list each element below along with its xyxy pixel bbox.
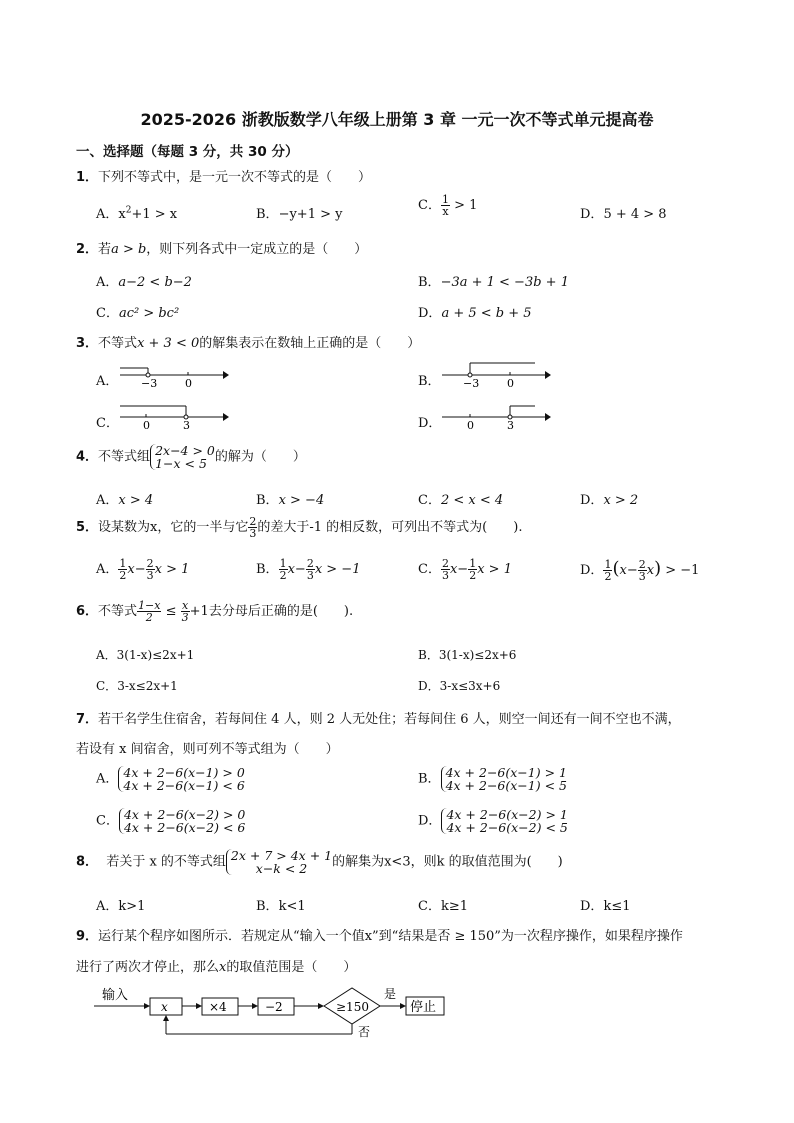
tick-label: 0	[507, 377, 514, 390]
q4-option-a[interactable]	[96, 489, 153, 508]
option-label: C．	[96, 679, 118, 693]
svg-text:≥150: ≥150	[336, 1000, 369, 1014]
question-number: 5．	[76, 520, 99, 535]
inequality-system: 4x + 2−6(x−1) > 0 4x + 2−6(x−1) < 6	[118, 766, 244, 792]
option-label: B．	[418, 771, 441, 787]
option-label: C．	[96, 813, 119, 829]
q2-option-b[interactable]	[418, 271, 569, 290]
option-label: A．	[96, 493, 119, 508]
question-text: 不等式组	[98, 449, 151, 465]
q8-option-a[interactable]	[96, 895, 145, 914]
question-7-stem-line2: 若设有 x 间宿舍，则可列不等式组为（ ）	[76, 742, 339, 757]
option-label: B．	[256, 493, 279, 508]
q7-option-b[interactable]	[418, 766, 567, 792]
question-text: 的解集为x<3，则k 的取值范围为( )	[332, 854, 563, 870]
option-text: ac² > bc²	[118, 306, 180, 321]
option-label: B．	[418, 275, 441, 290]
q5-option-d[interactable]: D． $\frac{1}{2}$ (x− $\frac{2}{3}$ x) > −1	[580, 558, 700, 583]
option-label: C．	[96, 306, 119, 321]
tick-label: 0	[143, 419, 150, 432]
inequality-system: 4x + 2−6(x−2) > 0 4x + 2−6(x−2) < 6	[119, 808, 245, 834]
q7-option-d[interactable]	[418, 808, 568, 834]
q4-option-c[interactable]	[418, 489, 503, 508]
option-text: x > 4	[118, 493, 154, 508]
question-number: 9．	[76, 929, 99, 944]
q4-option-d[interactable]	[580, 489, 638, 508]
question-number: 7．	[76, 712, 99, 727]
option-label: A．	[96, 207, 119, 222]
fraction: $\frac{2}{3}$	[249, 515, 257, 540]
option-label: A．	[96, 648, 117, 662]
option-label: D．	[580, 493, 604, 508]
q3-option-d-label[interactable]: D．	[418, 416, 442, 431]
question-6-stem: 6．不等式 $\frac{1-x}{2}$ ≤ $\frac{x}{3}$ +1去分母后正确的是( ).	[76, 599, 354, 624]
flow-input-label: 输入	[102, 988, 129, 1003]
tick-label: 3	[507, 419, 514, 432]
question-number: 2．	[76, 242, 99, 257]
question-text: 的解为（ ）	[214, 449, 306, 465]
tick-label: 3	[183, 419, 190, 432]
option-text: k≥1	[440, 899, 468, 914]
question-9-stem	[76, 925, 683, 944]
flow-yes-label: 是	[384, 987, 397, 1001]
q3-number-line-c[interactable]	[115, 402, 230, 432]
option-label: D．	[580, 899, 604, 914]
option-label: D．	[418, 813, 442, 829]
option-text: 3(1-x)≤2x+6	[438, 648, 517, 662]
question-text: 若干名学生住宿舍，若每间住 4 人，则 2 人无处住；若每间住 6 人，则空一间还有一间不空也不满，	[98, 712, 681, 727]
math-expression: x + 3 < 0	[137, 336, 200, 351]
option-text: a−2 < b−2	[118, 275, 192, 290]
option-label: C．	[418, 562, 441, 577]
question-text: 下列不等式中，是一元一次不等式的是（ ）	[98, 170, 372, 185]
question-number: 1．	[76, 170, 99, 185]
exponent: 2	[125, 205, 132, 216]
option-text: x > 2	[603, 493, 639, 508]
question-number: 4．	[76, 449, 99, 465]
question-text: 不等式	[98, 336, 138, 351]
question-text: 若	[98, 242, 112, 257]
option-text: > 1	[449, 198, 478, 213]
option-label: D．	[580, 563, 604, 578]
q8-option-b[interactable]	[256, 895, 306, 914]
math-expression: a > b	[111, 242, 147, 257]
option-label: D．	[418, 679, 440, 693]
option-label: C．	[418, 493, 441, 508]
q2-option-c[interactable]	[96, 302, 179, 321]
q5-option-c[interactable]: C． $\frac{2}{3}$ x− $\frac{1}{2}$ x > 1	[418, 557, 512, 582]
q1-option-b[interactable]	[256, 203, 342, 222]
option-text: x	[118, 207, 126, 222]
option-label: D．	[418, 306, 442, 321]
option-label: C．	[418, 198, 441, 213]
inequality-system: 2x−4 > 0 1−x < 5	[150, 444, 215, 470]
q3-number-line-d[interactable]	[437, 402, 552, 432]
svg-text:停止: 停止	[410, 1000, 437, 1015]
inequality-system: 4x + 2−6(x−1) > 1 4x + 2−6(x−1) < 5	[441, 766, 567, 792]
flow-no-label: 否	[358, 1025, 371, 1039]
q1-option-d[interactable]	[580, 203, 667, 222]
question-9-stem-line2: 进行了两次才停止，那么x的取值范围是（ ）	[76, 960, 357, 975]
q8-option-c[interactable]	[418, 895, 468, 914]
question-text: 的差大于-1 的相反数，可列出不等式为( ).	[257, 520, 523, 535]
fraction: $\frac{1}{x}$	[441, 193, 449, 218]
option-label: A．	[96, 275, 119, 290]
question-1-stem	[76, 166, 371, 185]
section-heading: 一、选择题（每题 3 分，共 30 分）	[76, 144, 299, 160]
question-text: +1去分母后正确的是( ).	[189, 604, 354, 619]
option-text: k<1	[278, 899, 306, 914]
q5-option-a[interactable]: A． $\frac{1}{2}$ x− $\frac{2}{3}$ x > 1	[96, 557, 190, 582]
svg-text:×4: ×4	[209, 1000, 227, 1014]
question-7-stem	[76, 708, 681, 727]
q3-option-b-label[interactable]: B．	[418, 374, 441, 389]
q6-option-c[interactable]	[96, 677, 178, 694]
tick-label: 0	[185, 377, 192, 390]
option-label: A．	[96, 771, 119, 787]
option-label: D．	[580, 207, 604, 222]
option-text: 3(1-x)≤2x+1	[116, 648, 195, 662]
question-number: 8．	[76, 854, 99, 870]
q2-option-d[interactable]	[418, 302, 532, 321]
option-label: B．	[418, 648, 439, 662]
tick-label: 0	[467, 419, 474, 432]
exam-title: 2025-2026 浙教版数学八年级上册第 3 章 一元一次不等式单元提高卷	[140, 110, 654, 129]
tick-label: −3	[463, 377, 480, 390]
q6-option-d[interactable]	[418, 677, 500, 694]
inequality-system: 2x + 7 > 4x + 1 x−k < 2	[226, 849, 332, 875]
question-number: 6．	[76, 604, 99, 619]
question-text: 若关于 x 的不等式组	[106, 854, 226, 870]
option-text: 3-x≤2x+1	[117, 679, 178, 693]
question-text: ，则下列各式中一定成立的是（ ）	[146, 242, 368, 257]
option-label: C．	[418, 899, 441, 914]
option-text: +1 > x	[131, 207, 178, 222]
question-number: 3．	[76, 336, 99, 351]
question-5-stem	[76, 516, 522, 539]
question-text: 运行某个程序如图所示．若规定从“输入一个值x”到“结果是否 ≥ 150”为一次程序操作，如果程序操作	[98, 929, 683, 944]
q3-number-line-a[interactable]	[115, 360, 230, 390]
program-flowchart	[90, 982, 460, 1042]
option-text: −3a + 1 < −3b + 1	[440, 275, 569, 290]
q8-option-d[interactable]	[580, 895, 630, 914]
q7-option-c[interactable]	[96, 808, 245, 834]
option-text: −y+1 > y	[278, 207, 343, 222]
q2-option-a[interactable]	[96, 271, 192, 290]
fraction: $\frac{1-x}{2}$	[138, 599, 161, 624]
option-label: A．	[96, 899, 119, 914]
q4-option-b[interactable]	[256, 489, 324, 508]
inequality-system: 4x + 2−6(x−2) > 1 4x + 2−6(x−2) < 5	[441, 808, 567, 834]
option-label: B．	[256, 562, 279, 577]
question-text: 设某数为x，它的一半与它	[98, 520, 249, 535]
q1-option-c[interactable]	[418, 194, 477, 217]
fraction: $\frac{x}{3}$	[181, 599, 189, 624]
q5-option-b[interactable]: B． $\frac{1}{2}$ x− $\frac{2}{3}$ x > −1	[256, 557, 361, 582]
svg-text:−2: −2	[265, 1000, 283, 1014]
q3-option-c-label[interactable]: C．	[96, 416, 119, 431]
question-2-stem	[76, 238, 367, 257]
option-label: B．	[256, 899, 279, 914]
q3-number-line-b[interactable]	[437, 360, 552, 390]
q6-option-a[interactable]	[96, 646, 194, 663]
option-text: x > −4	[278, 493, 325, 508]
question-8-stem	[76, 849, 563, 875]
question-text: 的解集表示在数轴上正确的是（ ）	[199, 336, 421, 351]
question-text: 不等式	[98, 604, 138, 619]
q1-option-a[interactable]	[96, 203, 177, 222]
option-label: B．	[256, 207, 279, 222]
question-3-stem	[76, 332, 420, 351]
option-text: k>1	[118, 899, 146, 914]
tick-label: −3	[141, 377, 158, 390]
option-text: 2 < x < 4	[440, 493, 504, 508]
q7-option-a[interactable]	[96, 766, 245, 792]
option-text: 3-x≤3x+6	[439, 679, 501, 693]
option-text: 5 + 4 > 8	[603, 207, 667, 222]
svg-text:x: x	[161, 1000, 168, 1014]
option-text: k≤1	[603, 899, 631, 914]
q3-option-a-label[interactable]: A．	[96, 374, 119, 389]
option-label: A．	[96, 562, 119, 577]
option-text: a + 5 < b + 5	[441, 306, 532, 321]
q6-option-b[interactable]	[418, 646, 516, 663]
question-4-stem	[76, 444, 306, 470]
